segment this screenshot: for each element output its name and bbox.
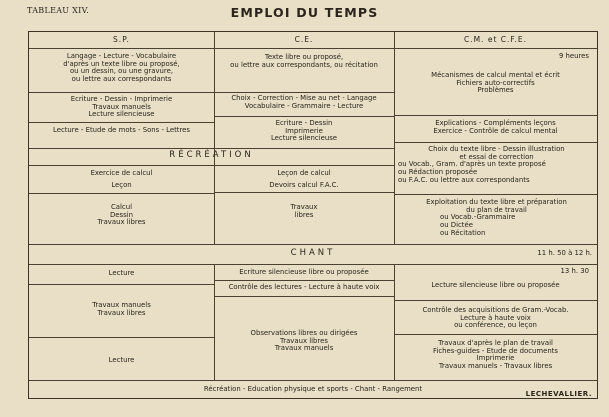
rule [214, 296, 394, 297]
afternoon-ce-cell: Ecriture silencieuse libre ou proposée [239, 268, 369, 276]
text-line: Travaux libres [97, 218, 146, 227]
recreation-label: RÉCRÉATION [169, 150, 254, 160]
afternoon-cm-time: 13 h. 30 [560, 267, 589, 275]
text-line: Travaux manuels [92, 301, 151, 309]
text-line: Lecture à haute voix [460, 313, 531, 322]
calc-sp-lecon: Leçon [111, 181, 132, 189]
text-line: Travaux manuels [274, 344, 334, 353]
text-line: Travaux libres [280, 336, 328, 345]
text-line: Imprimerie [285, 126, 323, 135]
calc-ce-head: Leçon de calcul [277, 169, 331, 177]
morning-cm-cell [398, 146, 595, 185]
text-line: Calcul [110, 203, 133, 211]
rule [29, 244, 597, 245]
morning-sp-cell: Lecture - Etude de mots - Sons - Lettres [52, 126, 190, 134]
afternoon-sp-cell [29, 302, 214, 317]
rule [29, 48, 597, 49]
text-line: ou Vocab.-Grammaire [440, 213, 516, 222]
rule [29, 122, 214, 123]
rule [394, 142, 597, 143]
rule [29, 264, 597, 265]
rule [214, 92, 394, 93]
rule [214, 264, 215, 380]
text-line: du plan de travail [466, 205, 527, 214]
timetable [28, 31, 598, 399]
text-line: ou Dictée [440, 221, 473, 230]
text-line: libres [294, 210, 314, 219]
text-line: Lecture silencieuse [270, 134, 338, 143]
column-header-cm: C.M. et C.F.E. [463, 35, 528, 44]
morning-ce-cell [214, 95, 394, 110]
text-line: Travaux manuels - Travaux libres [438, 362, 553, 371]
rule [29, 92, 214, 93]
afternoon-cm-cell [394, 340, 597, 371]
text-line: ou Récitation [440, 228, 486, 237]
text-line: Travaux d'après le plan de travail [438, 339, 553, 347]
morning-cm-cell [394, 72, 597, 95]
tableau-label: TABLEAU XIV. [27, 6, 90, 15]
morning-sp-cell [29, 96, 214, 119]
afternoon-sp-cell: Lecture [108, 269, 135, 277]
text-line: Exploitation du texte libre et préparation [426, 198, 567, 206]
text-line: Choix du texte libre - Dessin illustration [428, 145, 565, 153]
text-line: d'après un texte libre ou proposé, [63, 59, 180, 68]
rule [394, 115, 597, 116]
morning-ce-cell [214, 120, 394, 143]
rule [29, 193, 214, 194]
afternoon-ce-cell: Contrôle des lectures - Lecture à haute voix [228, 283, 380, 291]
rule [214, 116, 394, 117]
afternoon-ce-cell [214, 330, 394, 353]
rule [394, 32, 395, 244]
afternoon-cm-cell: Lecture silencieuse libre ou proposée [431, 281, 560, 289]
chant-label: CHANT [290, 248, 336, 258]
text-line: ou F.A.C. ou lettre aux correspondants [398, 175, 530, 184]
text-line: Texte libre ou proposé, [264, 53, 344, 61]
text-line: Problèmes [477, 86, 514, 95]
morning-cm-cell [394, 120, 597, 135]
signature: LECHEVALLIER. [525, 390, 592, 398]
morning-cm-time: 9 heures [558, 52, 589, 60]
calc-sp-head: Exercice de calcul [90, 169, 153, 177]
text-line: ou un dessin, ou une gravure, [69, 67, 174, 76]
text-line: Fichiers auto-correctifs [456, 78, 535, 87]
text-line: Observations libres ou dirigées [250, 329, 358, 337]
rule [394, 194, 597, 195]
rule [394, 334, 597, 335]
text-line: et essai de correction [459, 152, 534, 161]
rule [29, 165, 394, 166]
text-line: Explications - Compléments leçons [435, 119, 556, 127]
text-line: Travaux libres [97, 308, 146, 317]
calc-ce-items [214, 204, 394, 219]
text-line: Contrôle des acquisitions de Gram.-Vocab. [422, 306, 569, 314]
rule [29, 284, 214, 285]
afternoon-cm-cell [394, 307, 597, 330]
text-line: Travaux manuels [92, 102, 151, 111]
rule [29, 337, 214, 338]
text-line: Fiches-guides - Etude de documents [433, 346, 558, 355]
page-title: EMPLOI DU TEMPS [230, 5, 379, 20]
morning-sp-cell [29, 53, 214, 84]
text-line: Langage - Lecture - Vocabulaire [66, 52, 177, 60]
morning-cm-cell [398, 199, 595, 238]
text-line: Imprimerie [476, 354, 515, 363]
text-line: Ecriture - Dessin [275, 119, 333, 127]
text-line: ou Rédaction proposée [398, 168, 478, 177]
text-line: Vocabulaire - Grammaire - Lecture [244, 101, 364, 110]
rule [214, 280, 394, 281]
text-line: Mécanismes de calcul mental et écrit [431, 71, 560, 79]
footer-row: Récréation - Education physique et sports - Chant - Rangement [203, 385, 423, 393]
afternoon-sp-cell: Lecture [108, 356, 135, 364]
text-line: ou conférence, ou leçon [454, 321, 537, 330]
morning-ce-cell [214, 54, 394, 69]
text-line: ou lettre aux correspondants [71, 75, 172, 84]
text-line: Ecriture - Dessin - Imprimerie [70, 95, 173, 103]
text-line: Choix - Correction - Mise au net - Langage [231, 94, 377, 102]
rule [214, 192, 394, 193]
calc-ce-devoirs: Devoirs calcul F.A.C. [269, 181, 339, 189]
text-line: Lecture silencieuse [88, 110, 155, 119]
chant-time: 11 h. 50 à 12 h. [537, 249, 592, 257]
column-header-ce: C.E. [294, 35, 314, 44]
rule [29, 380, 597, 381]
text-line: ou lettre aux correspondants, ou récitation [230, 60, 378, 69]
column-header-sp: S.P. [113, 35, 130, 44]
text-line: Dessin [109, 210, 133, 219]
rule [394, 300, 597, 301]
calc-sp-items [29, 204, 214, 227]
text-line: Travaux [290, 203, 318, 211]
rule [29, 148, 394, 149]
text-line: Exercice - Contrôle de calcul mental [433, 126, 558, 135]
text-line: ou Vocab., Gram. d'après un texte proposé [398, 160, 546, 169]
